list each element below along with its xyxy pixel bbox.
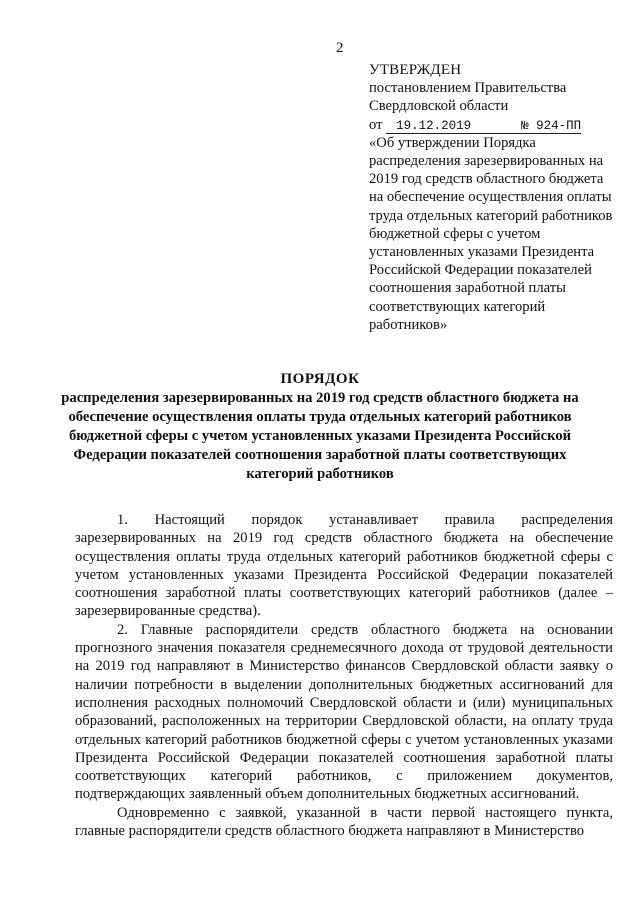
decree-number: № 924-ПП bbox=[521, 118, 582, 133]
paragraph-3: Одновременно с заявкой, указанной в части первой настоящего пункта, главные распорядители средств областного бюджета направляют в Министерство bbox=[75, 804, 613, 840]
document-subtitle: распределения зарезервированных на 2019 год средств областного бюджета на обеспечение осуществления оплаты труда отдельных категорий работников бюджетной сферы с учетом установленных указами Президента Российской Федерации показателей соотношения заработной платы соответствующих категорий работников bbox=[61, 390, 579, 482]
document-body bbox=[75, 511, 613, 840]
approval-stamp: УТВЕРЖДЕН bbox=[369, 62, 462, 78]
document-title: ПОРЯДОК bbox=[280, 371, 360, 387]
decree-from-label: от bbox=[369, 116, 383, 133]
decree-subject: «Об утверждении Порядка распределения зарезервированных на 2019 год средств областного бюджета на обеспечение осуществления оплаты труда отдельных категорий работников бюджетной сферы с учетом установленных указами Президента Российской Федерации показателей соотношения заработной платы соответствующих категорий работников» bbox=[369, 134, 613, 333]
approval-block bbox=[369, 61, 614, 334]
paragraph-2: 2. Главные распорядители средств областного бюджета на основании прогнозного значения показателя среднемесячного дохода от трудовой деятельности на 2019 год направляют в Министерство финансов Свердловской области заявку о наличии потребности в выделении дополнительных бюджетных ассигнований для исполнения расходных полномочий Свердловской области и (или) муниципальных образований, расположенных на территории Свердловской области, на оплату труда отдельных категорий работников бюджетной сферы с учетом установленных указами Президента Российской Федерации показателей соотношения заработной платы соответствующих категорий работников, с приложением документов, подтверждающих заявленный объем дополнительных бюджетных ассигнований. bbox=[75, 621, 613, 803]
approval-line-1: постановлением Правительства bbox=[369, 80, 567, 97]
decree-date: 19.12.2019 bbox=[396, 118, 472, 133]
decree-line bbox=[369, 116, 614, 134]
paragraph-1: 1. Настоящий порядок устанавливает правила распределения зарезервированных на 2019 год средств областного бюджета на обеспечение осуществления оплаты труда отдельных категорий работников бюджетной сферы с учетом установленных указами Президента Российской Федерации показателей соотношения заработной платы соответствующих категорий работников (далее – зарезервированные средства). bbox=[75, 512, 613, 620]
page-number: 2 bbox=[336, 40, 344, 56]
approval-line-2: Свердловской области bbox=[369, 98, 509, 115]
document-title-block bbox=[60, 370, 580, 484]
